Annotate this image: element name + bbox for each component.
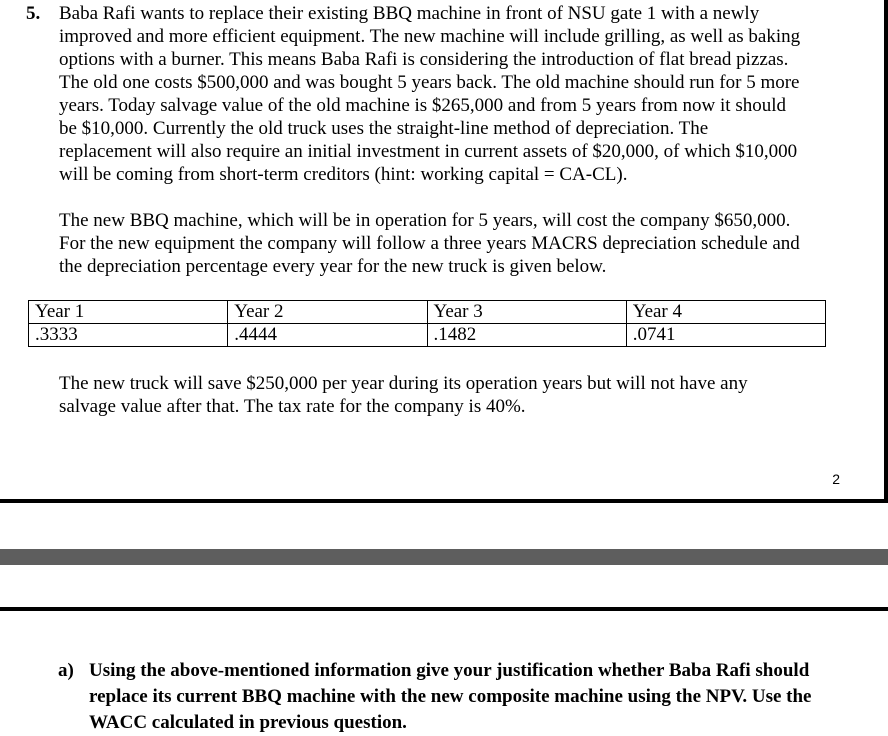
- table-header-row: [29, 301, 826, 324]
- paragraph-line: improved and more efficient equipment. The new machine will include grilling, as well as baking: [59, 26, 801, 47]
- page-gap: [0, 503, 888, 549]
- paragraph-line: years. Today salvage value of the old machine is $265,000 and from 5 years from now it should: [59, 95, 787, 116]
- subquestion-line: WACC calculated in previous question.: [89, 712, 407, 733]
- paragraph-line: For the new equipment the company will follow a three years MACRS depreciation schedule and: [59, 233, 800, 254]
- subquestion-line: replace its current BBQ machine with the new composite machine using the NPV. Use the: [89, 686, 812, 707]
- page-number: 2: [832, 471, 840, 487]
- table-header-cell: Year 4: [626, 301, 825, 324]
- question-paragraph-1: [59, 2, 859, 186]
- paragraph-line: be $10,000. Currently the old truck uses the straight-line method of depreciation. The: [59, 118, 709, 139]
- table-header-cell: Year 3: [427, 301, 626, 324]
- paragraph-line: Baba Rafi wants to replace their existing BBQ machine in front of NSU gate 1 with a newly: [59, 3, 760, 24]
- table-cell: .1482: [427, 324, 626, 347]
- table-row: [29, 324, 826, 347]
- subquestion-line: Using the above-mentioned information give your justification whether Baba Rafi should: [89, 660, 810, 681]
- page-separator: [0, 549, 888, 565]
- table-cell: .0741: [626, 324, 825, 347]
- table-header-cell: Year 2: [228, 301, 427, 324]
- macrs-depreciation-table: [28, 300, 826, 347]
- table-cell: .3333: [29, 324, 228, 347]
- table-cell: .4444: [228, 324, 427, 347]
- paragraph-line: will be coming from short-term creditors (hint: working capital = CA-CL).: [59, 164, 628, 185]
- paragraph-line: replacement will also require an initial investment in current assets of $20,000, of which $10,000: [59, 141, 798, 162]
- paragraph-line: salvage value after that. The tax rate for the company is 40%.: [59, 396, 526, 417]
- question-paragraph-3: [59, 372, 859, 418]
- paragraph-line: The new BBQ machine, which will be in operation for 5 years, will cost the company $650,000.: [59, 210, 791, 231]
- paragraph-line: the depreciation percentage every year for the new truck is given below.: [59, 256, 607, 277]
- table-header-cell: Year 1: [29, 301, 228, 324]
- subquestion-label: a): [58, 660, 74, 681]
- paragraph-line: The old one costs $500,000 and was bought 5 years back. The old machine should run for 5 more: [59, 72, 800, 93]
- paragraph-line: options with a burner. This means Baba Rafi is considering the introduction of flat bread pizzas.: [59, 49, 789, 70]
- paragraph-line: The new truck will save $250,000 per year during its operation years but will not have any: [59, 373, 748, 394]
- question-number: 5.: [26, 3, 41, 24]
- question-paragraph-2: [59, 209, 859, 278]
- document-page-2: [0, 607, 888, 736]
- subquestion-text: [89, 658, 849, 736]
